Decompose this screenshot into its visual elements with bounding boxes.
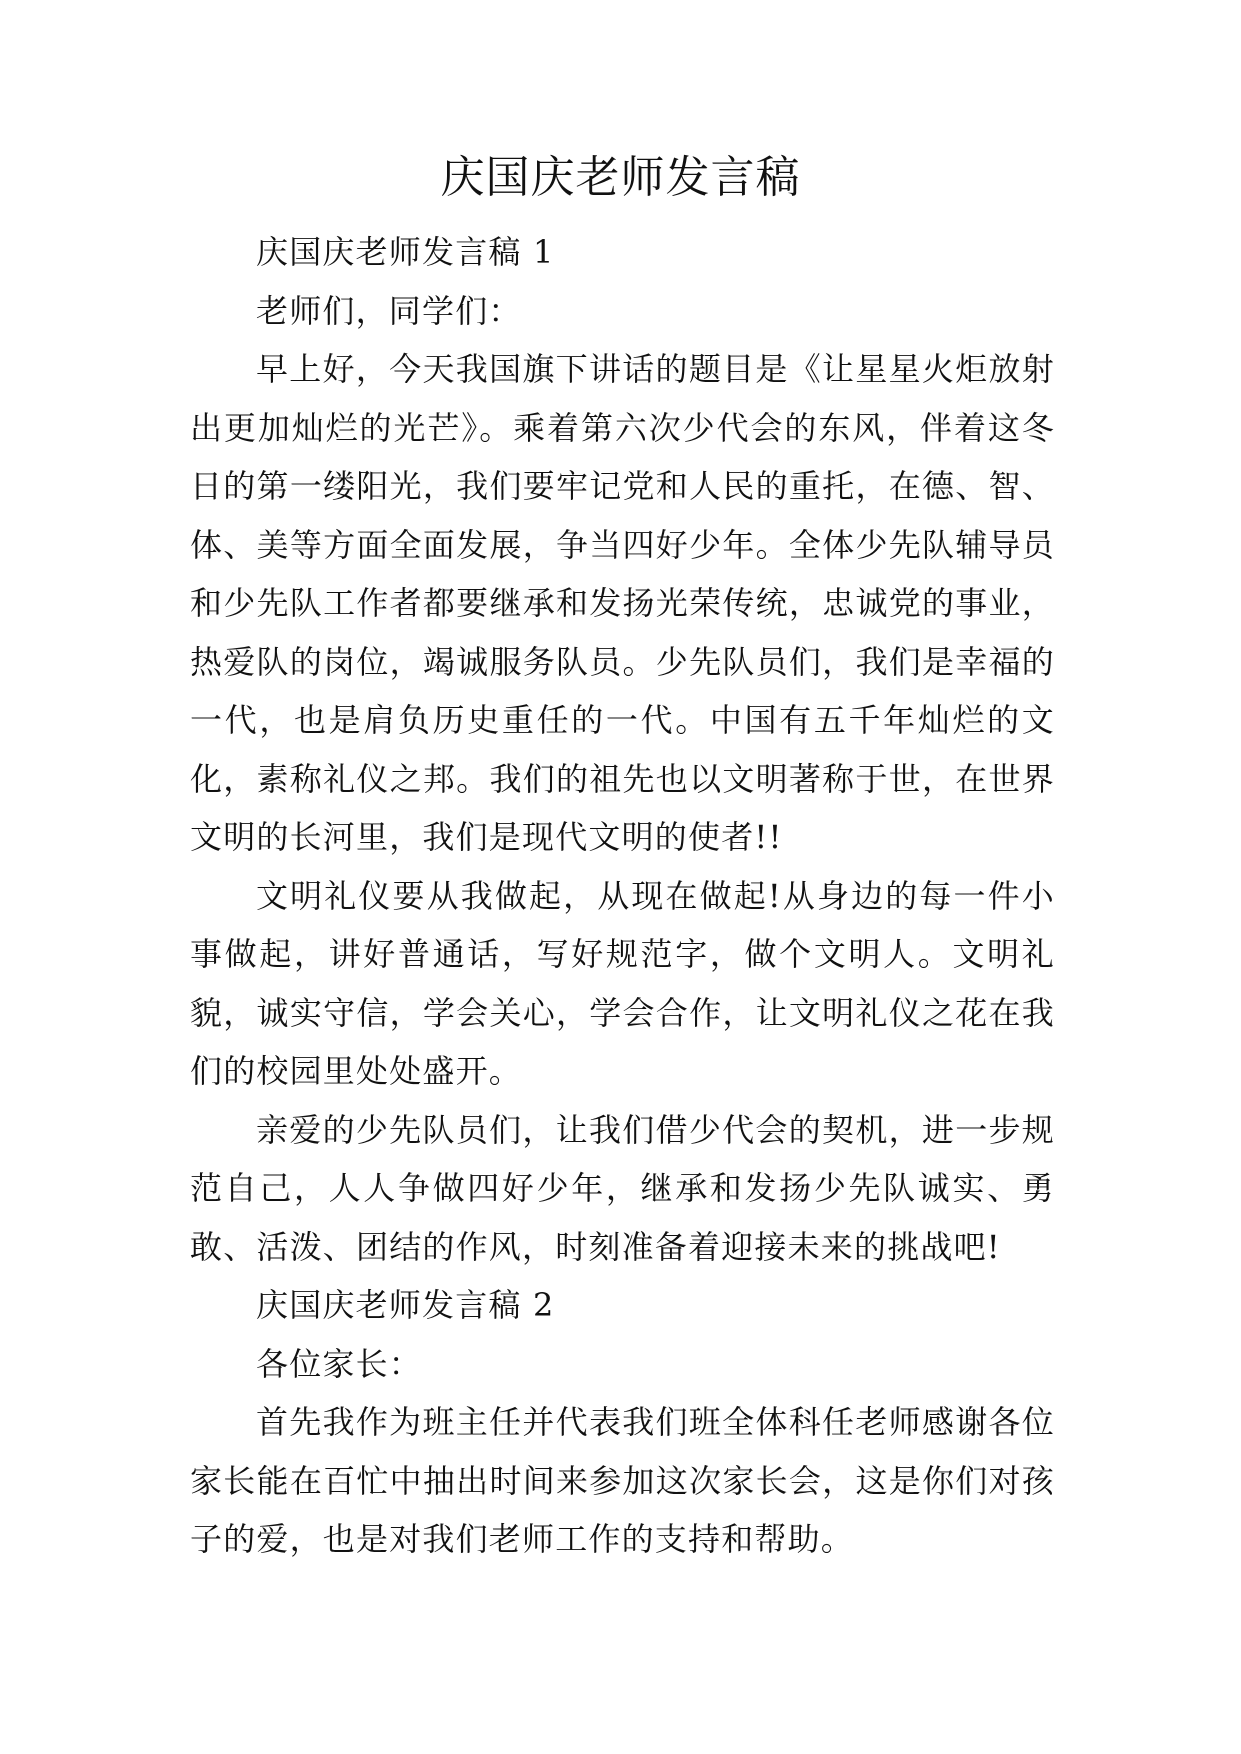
- section-heading-1: 庆国庆老师发言稿 1: [256, 233, 555, 271]
- document-body: [190, 223, 1055, 1569]
- section-heading-2: 庆国庆老师发言稿 2: [256, 1286, 555, 1324]
- paragraph: 亲爱的少先队员们，让我们借少代会的契机，进一步规范自己，人人争做四好少年，继承和发扬少先队诚实、勇敢、活泼、团结的作风，时刻准备着迎接未来的挑战吧!: [190, 1110, 1055, 1266]
- paragraph: 早上好，今天我国旗下讲话的题目是《让星星火炬放射出更加灿烂的光芒》。乘着第六次少代会的东风，伴着这冬日的第一缕阳光，我们要牢记党和人民的重托，在德、智、体、美等方面全面发展，争当四好少年。全体少先队辅导员和少先队工作者都要继承和发扬光荣传统，忠诚党的事业，热爱队的岗位，竭诚服务队员。少先队员们，我们是幸福的一代，也是肩负历史重任的一代。中国有五千年灿烂的文化，素称礼仪之邦。我们的祖先也以文明著称于世，在世界文明的长河里，我们是现代文明的使者!!: [190, 350, 1055, 856]
- salutation-2: 各位家长：: [256, 1344, 423, 1383]
- paragraph: 首先我作为班主任并代表我们班全体科任老师感谢各位家长能在百忙中抽出时间来参加这次家长会，这是你们对孩子的爱，也是对我们老师工作的支持和帮助。: [190, 1403, 1055, 1558]
- document-title: 庆国庆老师发言稿: [440, 152, 801, 203]
- salutation-1: 老师们，同学们：: [256, 291, 522, 330]
- paragraph: 文明礼仪要从我做起，从现在做起!从身边的每一件小事做起，讲好普通话，写好规范字，做个文明人。文明礼貌，诚实守信，学会关心，学会合作，让文明礼仪之花在我们的校园里处处盛开。: [190, 876, 1055, 1090]
